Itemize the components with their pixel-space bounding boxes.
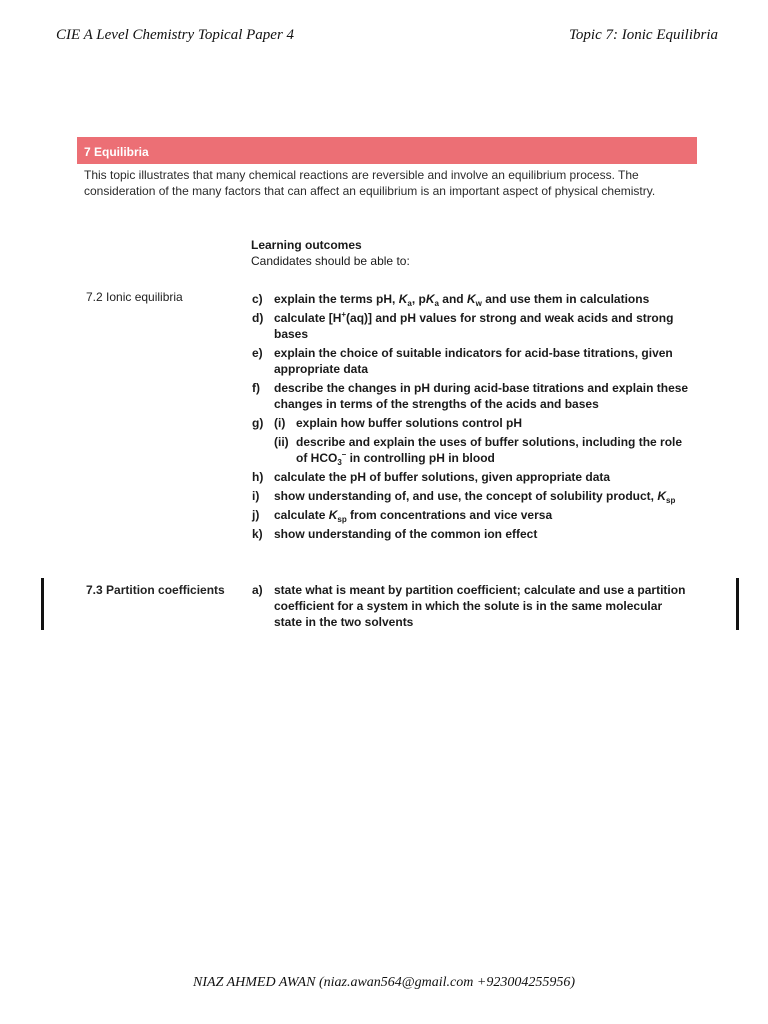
outcome-label: g) — [252, 416, 264, 430]
outcome-label: a) — [252, 583, 263, 597]
change-bar-left — [41, 578, 44, 630]
outcome-k — [252, 526, 692, 542]
outcome-h — [252, 469, 692, 485]
outcome-a — [252, 582, 692, 630]
subscript: w — [475, 299, 482, 308]
section-7-3-label: 7.3 Partition coefficients — [86, 583, 225, 597]
learning-outcomes-heading — [251, 237, 410, 269]
outcome-text: describe the changes in pH during acid-base titrations and explain these changes in terms of the strengths of the acids and bases — [274, 381, 689, 411]
outcome-text: (aq)] and pH values for strong and weak acids and strong bases — [274, 311, 674, 341]
section-banner — [77, 137, 697, 164]
subscript: a — [407, 299, 412, 308]
symbol-k: K — [425, 292, 435, 306]
outcome-label: d) — [252, 311, 264, 325]
intro-paragraph: This topic illustrates that many chemical reactions are reversible and involve an equilibrium process. The consideration of the many factors that can affect an equilibrium is an important aspect of physical chemistry. — [84, 168, 656, 198]
outcome-label: k) — [252, 527, 263, 541]
outcome-label: c) — [252, 292, 263, 306]
outcome-text: describe and explain the uses of buffer solutions, including the role of HCO — [296, 435, 683, 465]
sub-label: (ii) — [274, 435, 289, 449]
outcome-text: show understanding of the common ion effect — [274, 527, 538, 541]
outcome-text: from concentrations and vice versa — [346, 508, 553, 522]
section-7-2-outcomes — [252, 291, 692, 545]
banner-title: 7 Equilibria — [84, 145, 149, 159]
symbol-k: K — [328, 508, 338, 522]
outcome-text: explain the terms pH, — [274, 292, 399, 306]
outcome-text: and use them in calculations — [481, 292, 650, 306]
symbol-k: K — [466, 292, 476, 306]
section-7-3-outcomes — [252, 582, 692, 633]
subscript: 3 — [337, 458, 342, 467]
symbol-k: K — [657, 489, 667, 503]
outcome-i — [252, 488, 692, 504]
footer-author: NIAZ AHMED AWAN (niaz.awan564@gmail.com +923004255956) — [193, 975, 575, 990]
outcome-g — [252, 415, 692, 466]
outcome-text: calculate the pH of buffer solutions, given appropriate data — [274, 470, 611, 484]
section-7-2-label: 7.2 Ionic equilibria — [86, 290, 183, 304]
superscript: – — [341, 450, 347, 459]
outcome-text: explain the choice of suitable indicators for acid-base titrations, given appropriate data — [274, 346, 673, 376]
outcome-text: show understanding of, and use, the concept of solubility product, — [274, 489, 658, 503]
outcome-f — [252, 380, 692, 412]
sub-label: (i) — [274, 416, 286, 430]
symbol-k: K — [398, 292, 408, 306]
outcome-text: , p — [411, 292, 426, 306]
learning-outcomes-title: Learning outcomes — [251, 238, 362, 252]
outcome-text: calculate — [274, 508, 329, 522]
outcome-label: h) — [252, 470, 264, 484]
outcome-d — [252, 310, 692, 342]
change-bar-right — [736, 578, 739, 630]
subscript: sp — [666, 496, 676, 505]
outcome-e — [252, 345, 692, 377]
outcome-text: explain how buffer solutions control pH — [296, 416, 523, 430]
header-title: CIE A Level Chemistry Topical Paper 4 — [56, 27, 295, 43]
subscript: sp — [337, 515, 347, 524]
outcome-text: and — [438, 292, 467, 306]
outcome-text: state what is meant by partition coefficient; calculate and use a partition coefficient for a system in which the solute is in the same molecular state in the two solvents — [274, 583, 686, 629]
outcome-g-ii — [274, 434, 692, 466]
outcome-c — [252, 291, 692, 307]
outcome-g-i — [274, 415, 692, 431]
outcome-label: f) — [252, 381, 260, 395]
superscript: + — [341, 310, 347, 319]
outcome-text: calculate [H — [274, 311, 342, 325]
outcome-text: in controlling pH in blood — [346, 451, 495, 465]
outcome-j — [252, 507, 692, 523]
outcome-label: e) — [252, 346, 263, 360]
learning-outcomes-subtitle: Candidates should be able to: — [251, 254, 410, 268]
header-topic: Topic 7: Ionic Equilibria — [568, 27, 718, 43]
subscript: a — [434, 299, 439, 308]
outcome-label: j) — [252, 508, 260, 522]
outcome-label: i) — [252, 489, 260, 503]
